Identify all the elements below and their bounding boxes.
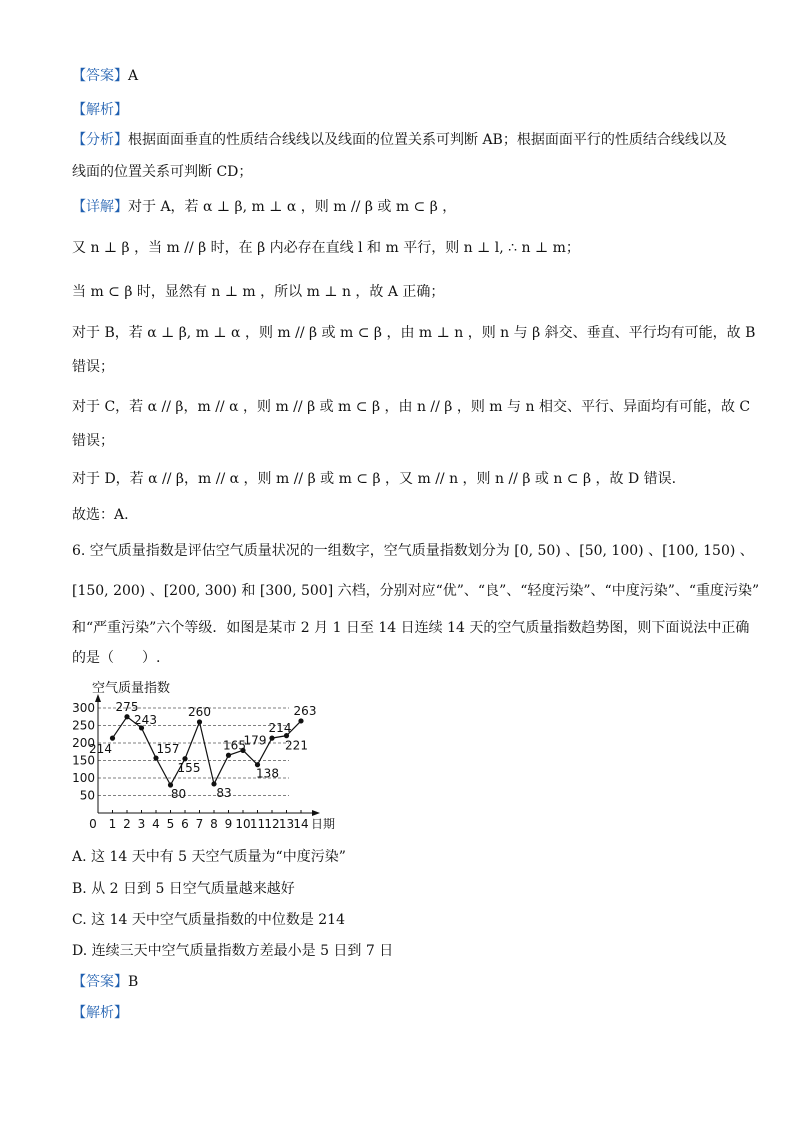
y-tick-label-250: 250: [72, 718, 95, 733]
y-tick-label-150: 150: [72, 753, 95, 768]
jiexi-label-2: 【解析】: [72, 1005, 128, 1021]
x-tick-label-0: 0: [89, 817, 97, 831]
q6-line-2: [150, 200) 、[200, 300) 和 [300, 500] 六档，分别对应“优”、“良”、“轻度污染”、“中度污染”、“重度污染”: [72, 583, 760, 599]
x-tick-label-14: 14: [293, 817, 309, 831]
detail-line-8: 对于 D，若 α // β，m // α ，则 m // β 或 m ⊂ β ，又 m // n ，则 n // β 或 n ⊂ β ，故 D 错误.: [72, 471, 677, 487]
data-label-day-5: 80: [170, 787, 187, 801]
x-tick-label-6: 6: [181, 817, 189, 831]
data-label-day-9: 165: [223, 738, 246, 753]
data-point-day-12: [269, 736, 274, 741]
detail-line-5: 错误；: [72, 359, 114, 375]
x-tick-label-1: 1: [108, 817, 117, 831]
data-label-day-1: 214: [89, 742, 112, 757]
analysis-line-2: 线面的位置关系可判断 CD；: [72, 164, 253, 180]
detail-line-2: 又 n ⊥ β ，当 m // β 时，在 β 内必存在直线 l 和 m 平行，则 n ⊥ l, ∴ n ⊥ m；: [72, 240, 580, 256]
detail-text-1: 对于 A，若 α ⊥ β, m ⊥ α ，则 m // β 或 m ⊂ β ，: [128, 199, 457, 215]
choose-line: 故选：A.: [72, 507, 129, 523]
y-tick-label-100: 100: [72, 771, 95, 785]
x-tick-label-12: 12: [264, 817, 280, 831]
x-axis-label: 日期: [310, 817, 336, 831]
data-label-day-11: 138: [256, 766, 279, 781]
data-label-day-12: 214: [268, 721, 292, 736]
option-b: B. 从 2 日到 5 日空气质量越来越好: [72, 881, 295, 897]
data-point-day-14: [298, 718, 303, 723]
option-a: A. 这 14 天中有 5 天空气质量为“中度污染”: [72, 849, 346, 865]
q6-line-1: 6. 空气质量指数是评估空气质量状况的一组数字，空气质量指数划分为 [0, 50) 、[50, 100) 、[100, 150) 、: [72, 543, 754, 559]
x-tick-label-3: 3: [137, 817, 146, 831]
answer-line-1: [72, 66, 138, 86]
x-tick-label-11: 11: [249, 817, 266, 831]
x-tick-label-5: 5: [166, 817, 175, 831]
option-c: C. 这 14 天中空气质量指数的中位数是 214: [72, 912, 345, 928]
data-point-day-1: [110, 736, 115, 741]
data-label-day-14: 263: [293, 703, 317, 718]
answer-value: A: [128, 68, 139, 84]
analysis-text-1: 根据面面垂直的性质结合线线以及线面的位置关系可判断 AB；根据面面平行的性质结合线线以及: [128, 132, 727, 148]
q6-line-3: 和“严重污染”六个等级．如图是某市 2 月 1 日至 14 日连续 14 天的空气质量指数趋势图，则下面说法中正确: [72, 620, 750, 636]
x-tick-label-10: 10: [235, 817, 251, 831]
detail-line-6: 对于 C，若 α // β，m // α ，则 m // β 或 m ⊂ β ，由 n // β ，则 m 与 n 相交、平行、异面均有可能，故 C: [72, 399, 751, 415]
data-point-day-2: [124, 714, 129, 719]
aqi-line-chart: [72, 678, 344, 838]
data-label-day-13: 221: [285, 738, 308, 753]
data-label-day-7: 260: [188, 705, 211, 719]
analysis-label: 【分析】: [72, 132, 128, 148]
x-tick-label-2: 2: [123, 817, 131, 831]
answer-label: 【答案】: [72, 68, 128, 84]
answer-label-2: 【答案】: [72, 974, 128, 990]
y-tick-label-300: 300: [72, 701, 95, 715]
answer-line-2: [72, 972, 138, 992]
detail-label: 【详解】: [72, 199, 128, 215]
detail-line-1: [72, 197, 456, 217]
x-tick-label-13: 13: [278, 817, 295, 831]
data-point-day-7: [197, 719, 202, 724]
data-label-day-2: 275: [115, 699, 139, 714]
y-tick-label-50: 50: [79, 788, 95, 803]
data-point-day-4: [153, 755, 158, 760]
x-axis-arrow-icon: [312, 810, 320, 816]
q6-line-4: 的是（ ）.: [72, 650, 161, 666]
chart-title: 空气质量指数: [92, 681, 171, 696]
jiexi-label-1: 【解析】: [72, 102, 128, 118]
x-tick-label-8: 8: [210, 817, 218, 831]
data-label-day-4: 157: [156, 742, 180, 757]
x-tick-label-9: 9: [224, 817, 233, 831]
data-label-day-3: 243: [134, 712, 157, 727]
data-label-day-6: 155: [177, 760, 201, 775]
option-d: D. 连续三天中空气质量指数方差最小是 5 日到 7 日: [72, 943, 394, 959]
detail-line-4: 对于 B，若 α ⊥ β, m ⊥ α ，则 m // β 或 m ⊂ β ，由 m ⊥ n ，则 n 与 β 斜交、垂直、平行均有可能，故 B: [72, 325, 756, 341]
analysis-line-1: [72, 130, 727, 150]
x-tick-label-4: 4: [152, 817, 160, 831]
y-tick-label-200: 200: [72, 736, 95, 750]
detail-line-7: 错误；: [72, 433, 114, 449]
answer-value-2: B: [128, 974, 139, 990]
detail-line-3: 当 m ⊂ β 时，显然有 n ⊥ m ，所以 m ⊥ n ，故 A 正确；: [72, 284, 445, 300]
data-point-day-9: [226, 753, 231, 758]
x-tick-label-7: 7: [195, 817, 204, 831]
data-label-day-10: 179: [243, 733, 267, 748]
data-label-day-8: 83: [216, 785, 232, 800]
